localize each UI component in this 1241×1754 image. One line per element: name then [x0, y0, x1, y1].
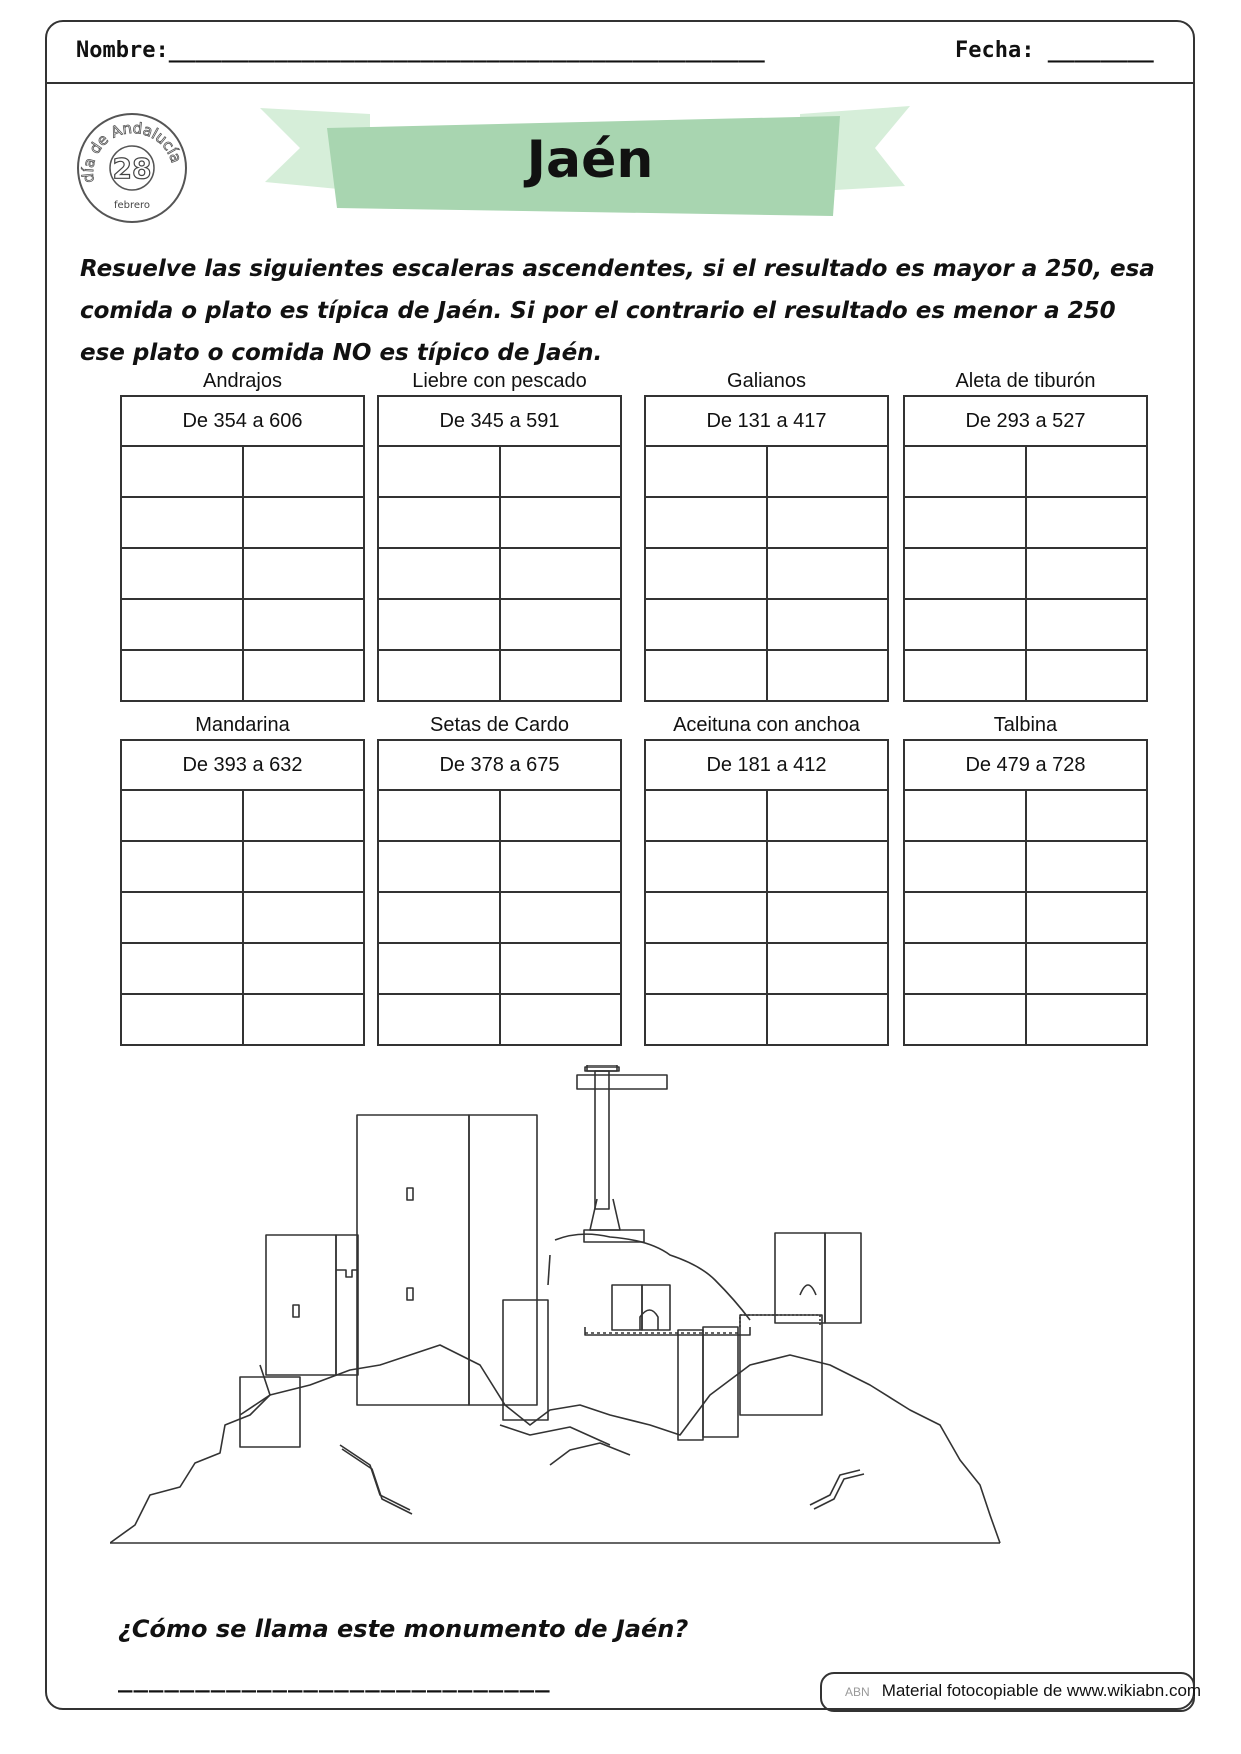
- grid-row: [379, 944, 620, 995]
- grid-cell[interactable]: [905, 995, 1025, 1044]
- grid-cell[interactable]: [379, 498, 499, 547]
- grid-cell[interactable]: [499, 893, 621, 942]
- grid-cell[interactable]: [766, 944, 888, 993]
- andalucia-day-badge-icon: [76, 112, 188, 224]
- grid-cell[interactable]: [646, 791, 766, 840]
- grid-cell[interactable]: [646, 498, 766, 547]
- grid-cell[interactable]: [242, 651, 364, 700]
- grid-cell[interactable]: [905, 791, 1025, 840]
- grid-row: [646, 549, 887, 600]
- grid-cell[interactable]: [766, 447, 888, 496]
- page-title: Jaén: [526, 130, 654, 190]
- grid-cell[interactable]: [379, 447, 499, 496]
- name-field[interactable]: [76, 38, 765, 63]
- grid-cell[interactable]: [122, 842, 242, 891]
- grid-cell[interactable]: [499, 791, 621, 840]
- dish-name: Talbina: [993, 714, 1058, 736]
- grid-row: [905, 549, 1146, 600]
- grid-cell[interactable]: [905, 549, 1025, 598]
- grid-cell[interactable]: [646, 447, 766, 496]
- grid-cell[interactable]: [1025, 600, 1147, 649]
- grid-cell[interactable]: [905, 944, 1025, 993]
- grid-row: [122, 498, 363, 549]
- grid-cell[interactable]: [242, 995, 364, 1044]
- grid-cell[interactable]: [242, 944, 364, 993]
- dish-card: [644, 711, 889, 1046]
- grid-row: [646, 842, 887, 893]
- grid-cell[interactable]: [122, 893, 242, 942]
- grid-cell[interactable]: [499, 995, 621, 1044]
- grid-cell[interactable]: [905, 600, 1025, 649]
- grid-row: [122, 842, 363, 893]
- ladder-grid[interactable]: [120, 739, 365, 1046]
- grid-row: [905, 651, 1146, 700]
- grid-cell[interactable]: [766, 842, 888, 891]
- grid-cell[interactable]: [122, 600, 242, 649]
- grid-row: [122, 447, 363, 498]
- grid-row: [379, 893, 620, 944]
- grid-cell[interactable]: [122, 995, 242, 1044]
- grid-cell[interactable]: [766, 600, 888, 649]
- grid-cell[interactable]: [646, 600, 766, 649]
- grid-cell[interactable]: [766, 498, 888, 547]
- grid-row: [379, 447, 620, 498]
- name-label: Nombre:: [76, 38, 169, 63]
- grid-row: [905, 893, 1146, 944]
- dish-name: Aceituna con anchoa: [673, 714, 860, 736]
- grid-row: [379, 651, 620, 700]
- grid-cell[interactable]: [379, 651, 499, 700]
- answer-input-line[interactable]: ____________________________: [118, 1665, 551, 1693]
- dish-card: [377, 367, 622, 702]
- header-divider: [45, 82, 1195, 84]
- castle-illustration: [110, 1065, 1130, 1610]
- dish-name: Andrajos: [203, 370, 282, 392]
- abn-logo-icon: ABN: [845, 1685, 870, 1699]
- grid-cell[interactable]: [242, 893, 364, 942]
- grid-row: [905, 447, 1146, 498]
- grid-cell[interactable]: [905, 842, 1025, 891]
- grid-row: [379, 549, 620, 600]
- grid-cell[interactable]: [122, 944, 242, 993]
- dish-range: De 479 a 728: [905, 741, 1146, 791]
- grid-cell[interactable]: [499, 447, 621, 496]
- grid-row: [905, 995, 1146, 1044]
- grid-cell[interactable]: [122, 791, 242, 840]
- grid-row: [905, 791, 1146, 842]
- dish-range: De 181 a 412: [646, 741, 887, 791]
- grid-cell[interactable]: [499, 600, 621, 649]
- badge-day: 28: [112, 152, 152, 185]
- grid-cell[interactable]: [499, 549, 621, 598]
- dish-card: [903, 711, 1148, 1046]
- grid-cell[interactable]: [1025, 791, 1147, 840]
- grid-row: [379, 842, 620, 893]
- grid-cell[interactable]: [499, 944, 621, 993]
- grid-row: [905, 600, 1146, 651]
- grid-row: [646, 791, 887, 842]
- footer-text: Material fotocopiable de www.wikiabn.com: [881, 1681, 1202, 1700]
- grid-row: [122, 549, 363, 600]
- grid-row: [646, 944, 887, 995]
- ladder-grid[interactable]: [120, 395, 365, 702]
- ladder-grid[interactable]: [377, 739, 622, 1046]
- date-line: ________: [1047, 38, 1154, 63]
- grid-cell[interactable]: [122, 549, 242, 598]
- grid-row: [379, 600, 620, 651]
- dish-card: [377, 711, 622, 1046]
- grid-row: [122, 651, 363, 700]
- grid-cell[interactable]: [1025, 549, 1147, 598]
- dish-name: Liebre con pescado: [412, 370, 587, 392]
- dish-range: De 393 a 632: [122, 741, 363, 791]
- ladder-grid[interactable]: [644, 395, 889, 702]
- grid-cell[interactable]: [905, 498, 1025, 547]
- grid-row: [379, 791, 620, 842]
- cross-post: [595, 1071, 609, 1209]
- ladder-grid[interactable]: [903, 739, 1148, 1046]
- grid-cell[interactable]: [1025, 893, 1147, 942]
- grid-row: [122, 995, 363, 1044]
- grid-cell[interactable]: [242, 498, 364, 547]
- grid-cell[interactable]: [1025, 651, 1147, 700]
- grid-row: [905, 498, 1146, 549]
- dish-range: De 378 a 675: [379, 741, 620, 791]
- grid-cell[interactable]: [242, 842, 364, 891]
- grid-cell[interactable]: [1025, 842, 1147, 891]
- grid-row: [379, 995, 620, 1044]
- grid-cell[interactable]: [379, 893, 499, 942]
- grid-cell[interactable]: [646, 995, 766, 1044]
- grid-cell[interactable]: [766, 893, 888, 942]
- grid-cell[interactable]: [646, 842, 766, 891]
- grid-cell[interactable]: [646, 549, 766, 598]
- instructions: Resuelve las siguientes escaleras ascendentes, si el resultado es mayor a 250, esa comida o plato es típica de Jaén. Si por el contrario el resultado es menor a 250 ese plato o comida NO es típico de Jaén.: [80, 256, 1155, 366]
- grid-cell[interactable]: [1025, 498, 1147, 547]
- dish-range: De 345 a 591: [379, 397, 620, 447]
- grid-row: [905, 842, 1146, 893]
- dish-name: Aleta de tiburón: [955, 370, 1096, 392]
- grid-cell[interactable]: [646, 944, 766, 993]
- grid-cell[interactable]: [499, 651, 621, 700]
- dish-name: Galianos: [727, 370, 806, 392]
- grid-cell[interactable]: [905, 893, 1025, 942]
- dish-range: De 131 a 417: [646, 397, 887, 447]
- grid-row: [122, 791, 363, 842]
- dish-card: [644, 367, 889, 702]
- grid-row: [122, 600, 363, 651]
- grid-row: [646, 447, 887, 498]
- grid-row: [646, 651, 887, 700]
- grid-row: [122, 944, 363, 995]
- date-label: Fecha:: [955, 38, 1035, 63]
- question: ¿Cómo se llama este monumento de Jaén?: [118, 1615, 689, 1643]
- grid-cell[interactable]: [1025, 995, 1147, 1044]
- grid-cell[interactable]: [766, 549, 888, 598]
- name-line: _____________________________________________: [168, 38, 765, 63]
- grid-cell[interactable]: [379, 600, 499, 649]
- dish-range: De 354 a 606: [122, 397, 363, 447]
- grid-row: [646, 893, 887, 944]
- grid-cell[interactable]: [122, 498, 242, 547]
- grid-cell[interactable]: [766, 651, 888, 700]
- grid-cell[interactable]: [499, 842, 621, 891]
- cross-arm: [577, 1075, 667, 1089]
- grid-cell[interactable]: [499, 498, 621, 547]
- grid-cell[interactable]: [379, 995, 499, 1044]
- badge-text: día de Andalucía: [78, 118, 186, 184]
- grid-row: [646, 600, 887, 651]
- grid-cell[interactable]: [379, 944, 499, 993]
- grid-cell[interactable]: [905, 447, 1025, 496]
- grid-cell[interactable]: [766, 791, 888, 840]
- footer-credit: [845, 1681, 1201, 1701]
- ladder-grid[interactable]: [377, 395, 622, 702]
- grid-row: [646, 498, 887, 549]
- grid-cell[interactable]: [379, 549, 499, 598]
- grid-cell[interactable]: [646, 893, 766, 942]
- dish-range: De 293 a 527: [905, 397, 1146, 447]
- dish-name: Setas de Cardo: [430, 714, 569, 736]
- grid-cell[interactable]: [122, 651, 242, 700]
- grid-cell[interactable]: [1025, 944, 1147, 993]
- grid-row: [122, 893, 363, 944]
- grid-cell[interactable]: [379, 842, 499, 891]
- ladder-grid[interactable]: [644, 739, 889, 1046]
- grid-cell[interactable]: [242, 600, 364, 649]
- grid-cell[interactable]: [905, 651, 1025, 700]
- dish-card: [120, 367, 365, 702]
- grid-cell[interactable]: [646, 651, 766, 700]
- grid-row: [379, 498, 620, 549]
- dish-card: [903, 367, 1148, 702]
- grid-cell[interactable]: [379, 791, 499, 840]
- date-field[interactable]: [955, 38, 1154, 63]
- grid-cell[interactable]: [122, 447, 242, 496]
- grid-cell[interactable]: [766, 995, 888, 1044]
- grid-row: [646, 995, 887, 1044]
- grid-cell[interactable]: [242, 791, 364, 840]
- dish-card: [120, 711, 365, 1046]
- grid-cell[interactable]: [1025, 447, 1147, 496]
- grid-row: [905, 944, 1146, 995]
- ladder-grid[interactable]: [903, 395, 1148, 702]
- grid-cell[interactable]: [242, 549, 364, 598]
- dish-name: Mandarina: [195, 714, 290, 736]
- badge-month: febrero: [113, 200, 151, 211]
- grid-cell[interactable]: [242, 447, 364, 496]
